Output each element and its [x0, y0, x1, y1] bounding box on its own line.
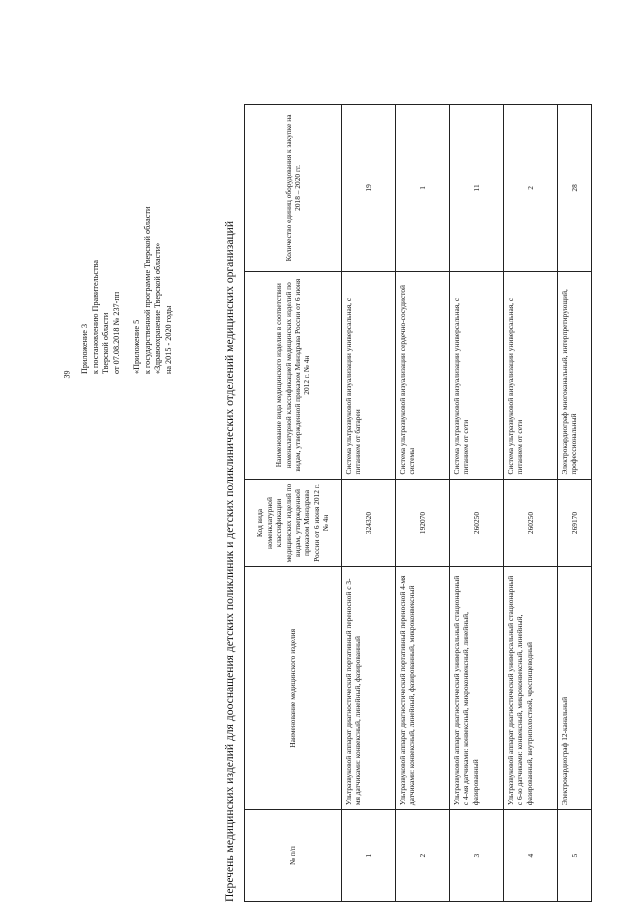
appendix-line: Тверской области [101, 312, 110, 374]
header-num: № п/п [245, 810, 342, 902]
header-qty: Количество единиц оборудования к закупке на 2018 – 2020 гг. [245, 105, 342, 272]
document-title [223, 2, 236, 902]
appendix-line: Приложение 3 [80, 323, 89, 374]
cell-code: 269170 [558, 479, 592, 567]
table-row [450, 105, 504, 902]
cell-qty: 19 [342, 105, 396, 272]
rotated-page [0, 2, 640, 902]
cell-kind: Система ультразвуковой визуализации сердечно-сосудистой системы [396, 271, 450, 479]
cell-name: Ультразвуковой аппарат диагностический универсальный стационарный с 6-ю датчиками: конвексный, микроконвексный, линейный, фазированный, внутриполостной, чреспищеводный [504, 567, 558, 810]
table-row [558, 105, 592, 902]
cell-qty: 1 [396, 105, 450, 272]
cell-kind: Система ультразвуковой визуализации универсальная, с питанием от батареи [342, 271, 396, 479]
cell-num: 4 [504, 810, 558, 902]
table-row [504, 105, 558, 902]
header-code: Код вида номенклатурной классификации медицинских изделий по видам, утвержденной приказом Минздрава России от 6 июня 2012 г. № 4н [245, 479, 342, 567]
cell-name: Ультразвуковой аппарат диагностический универсальный стационарный с 4-мя датчиками: конвексный, микроконвексный, линейный, фазированный [450, 567, 504, 810]
appendix-line: на 2015 - 2020 годы [163, 305, 173, 374]
header-kind: Наименование вида медицинского изделия в соответствии номенклатурной классификацией медицинских изделий по видам, утвержденной приказом Минздрава России от 6 июня 2012 г. № 4н [245, 271, 342, 479]
equipment-table [244, 104, 592, 902]
table-header-row [245, 105, 342, 902]
page-number: 39 [62, 370, 72, 379]
cell-qty: 11 [450, 105, 504, 272]
cell-num: 3 [450, 810, 504, 902]
appendix-line: к государственной программе Тверской области [142, 206, 152, 374]
cell-qty: 28 [558, 105, 592, 272]
cell-qty: 2 [504, 105, 558, 272]
cell-name: Ультразвуковой аппарат диагностический портативный переносной с 3-мя датчиками: конвексный, линейный, фазированный [342, 567, 396, 810]
table-row [396, 105, 450, 902]
document-title-text: Перечень медицинских изделий для дооснащения детских поликлиник и детских поликлинических отделений медицинских организаций [223, 220, 236, 902]
table-row [342, 105, 396, 902]
cell-name: Электрокардиограф 12-канальный [558, 567, 592, 810]
appendix-line: к постановлению Правительства [90, 259, 100, 374]
appendix-line: от 07.08.2018 № 237-пп [111, 291, 121, 374]
cell-code: 324320 [342, 479, 396, 567]
header-name: Наименование медицинского изделия [245, 567, 342, 810]
cell-name: Ультразвуковой аппарат диагностический портативный переносной 4-мя датчиками: конвексный, линейный, фазированный, микроконвексный [396, 567, 450, 810]
appendix-line: «Здравоохранение Тверской области» [153, 242, 162, 374]
appendix-block-decree [80, 44, 122, 374]
appendix-block-program [132, 44, 174, 374]
cell-kind: Система ультразвуковой визуализации универсальная, с питанием от сети [450, 271, 504, 479]
cell-num: 5 [558, 810, 592, 902]
cell-kind: Система ультразвуковой визуализации универсальная, с питанием от сети [504, 271, 558, 479]
appendix-line: «Приложение 5 [132, 319, 141, 374]
appendix-header [80, 44, 184, 374]
cell-code: 260250 [504, 479, 558, 567]
cell-num: 2 [396, 810, 450, 902]
cell-num: 1 [342, 810, 396, 902]
cell-code: 260250 [450, 479, 504, 567]
cell-code: 192070 [396, 479, 450, 567]
cell-kind: Электрокардиограф многоканальный, интерпретирующий, профессиональный [558, 271, 592, 479]
